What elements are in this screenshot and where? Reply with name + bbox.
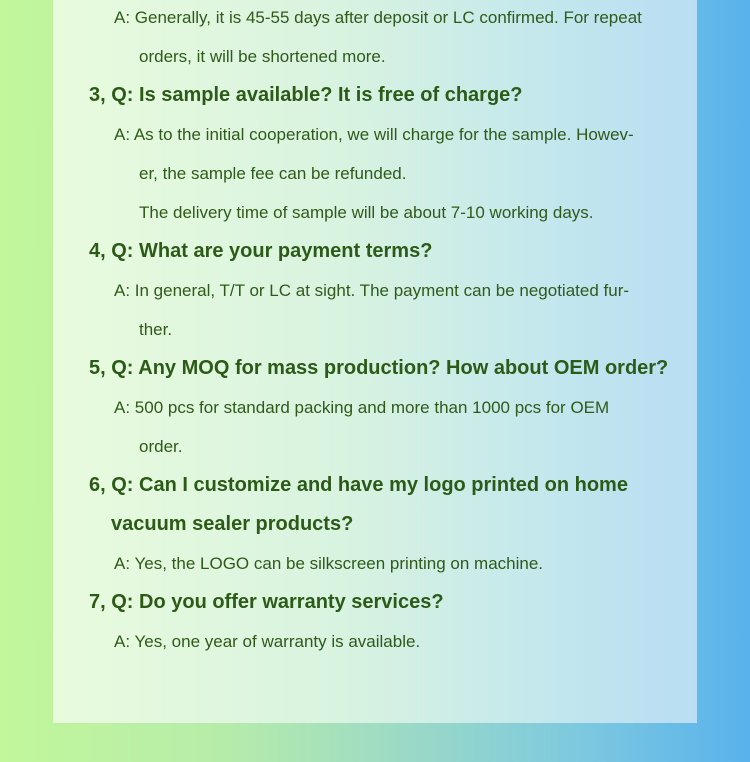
question-4: 4, Q: What are your payment terms? <box>89 240 433 262</box>
question-6-line-1: 6, Q: Can I customize and have my logo printed on home <box>89 474 628 496</box>
answer-7: A: Yes, one year of warranty is available. <box>114 632 421 651</box>
question-5: 5, Q: Any MOQ for mass production? How about OEM order? <box>89 357 669 379</box>
answer-5-line-1: A: 500 pcs for standard packing and more than 1000 pcs for OEM <box>114 398 610 417</box>
answer-3-line-2: er, the sample fee can be refunded. <box>139 164 407 183</box>
question-7: 7, Q: Do you offer warranty services? <box>89 591 444 613</box>
answer-4-line-2: ther. <box>139 320 173 339</box>
question-3: 3, Q: Is sample available? It is free of charge? <box>89 84 523 106</box>
answer-2-line-1: A: Generally, it is 45-55 days after deposit or LC confirmed. For repeat <box>114 8 642 27</box>
answer-6: A: Yes, the LOGO can be silkscreen printing on machine. <box>114 554 544 573</box>
answer-2-line-2: orders, it will be shortened more. <box>139 47 386 66</box>
answer-3-line-3: The delivery time of sample will be about 7-10 working days. <box>139 203 594 222</box>
answer-3-line-1: A: As to the initial cooperation, we will charge for the sample. Howev- <box>114 125 634 144</box>
faq-panel <box>53 0 697 723</box>
answer-5-line-2: order. <box>139 437 183 456</box>
question-6-line-2: vacuum sealer products? <box>111 513 354 535</box>
answer-4-line-1: A: In general, T/T or LC at sight. The payment can be negotiated fur- <box>114 281 630 300</box>
